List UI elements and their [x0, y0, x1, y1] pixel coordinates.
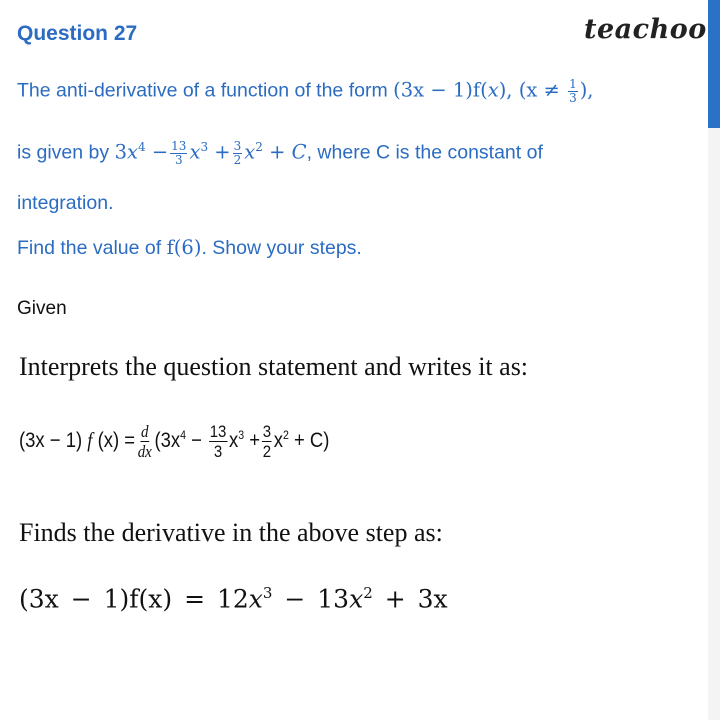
s1-open: (3x	[154, 429, 181, 453]
step2-equation	[19, 584, 448, 613]
s1-f3-num: 3	[262, 422, 272, 441]
q2-frac2-den: 2	[233, 153, 242, 167]
q4-post: . Show your steps.	[201, 237, 362, 259]
question-line-2	[17, 140, 543, 167]
scrollbar-thumb[interactable]	[708, 0, 720, 128]
q4-expr: f(6)	[166, 236, 202, 259]
question-line-1	[17, 78, 594, 105]
step2-heading: Finds the derivative in the above step as:	[19, 518, 443, 547]
s2-x2: x	[349, 584, 364, 614]
q4-pre: Find the value of	[17, 237, 167, 259]
given-label: Given	[17, 298, 67, 319]
q2-plus: +	[208, 140, 231, 164]
step1-heading: Interprets the question statement and writes it as:	[19, 352, 529, 381]
s2-exp2: 2	[363, 584, 373, 602]
q2-minus: −	[145, 140, 169, 164]
s1-exp2: 2	[282, 428, 289, 443]
s1-plus1: +	[244, 429, 261, 453]
s1-exp4: 4	[180, 428, 187, 443]
q2-term1-var: x	[126, 140, 138, 164]
q1-pre: The anti-derivative of a function of the form	[17, 79, 394, 102]
q1-expr: (3x − 1)f(	[393, 78, 488, 102]
s2-tail: + 3x	[372, 584, 448, 614]
s1-exp3: 3	[238, 428, 245, 443]
s1-d-num: d	[141, 422, 149, 441]
s1-f13-den: 3	[213, 442, 223, 461]
q2-frac1	[170, 140, 187, 167]
s1-f3-den: 2	[262, 442, 272, 461]
q2-term3-exp: 2	[255, 140, 263, 155]
q2-frac2	[233, 140, 243, 167]
s1-close: + C)	[288, 429, 330, 453]
s1-fx: (x) =	[92, 429, 136, 453]
q2-c: C	[291, 140, 307, 164]
question-line-4	[17, 236, 362, 260]
s2-lhs: (3x − 1)f(x) = 12	[19, 584, 249, 614]
s1-frac13	[209, 422, 227, 461]
q2-term3-var: x	[244, 140, 256, 164]
step1-equation	[19, 422, 329, 461]
q2-term2-exp: 3	[200, 140, 209, 155]
s1-f13-num: 13	[209, 422, 227, 441]
s1-x2: x	[273, 429, 283, 453]
question-label: Question 27	[17, 22, 138, 45]
s2-x1: x	[248, 584, 263, 614]
q2-frac2-num: 3	[233, 139, 242, 153]
s1-minus: −	[186, 429, 208, 453]
s1-derivative	[137, 422, 153, 461]
brand-logo: teachoo	[584, 14, 707, 45]
q2-term1-exp: 4	[137, 140, 146, 155]
q2-plus-c: +	[262, 140, 292, 164]
q2-post: , where C is the constant of	[306, 141, 543, 164]
s1-x1: x	[229, 429, 239, 453]
q1-fraction	[568, 78, 578, 105]
q2-term2-var: x	[189, 140, 201, 164]
q2-frac1-den: 3	[174, 153, 183, 167]
s1-d-den: dx	[137, 442, 152, 461]
q2-pre: is given by	[17, 141, 115, 164]
q2-term1: 3	[114, 140, 127, 164]
s2-exp3: 3	[262, 584, 273, 602]
q1-x: x	[487, 78, 499, 102]
s2-minus: − 13	[272, 584, 350, 614]
q1-post: ),	[579, 78, 594, 102]
q1-frac-num: 1	[569, 77, 577, 91]
s1-f: f	[87, 428, 93, 453]
s1-frac32	[262, 422, 272, 461]
question-line-3: integration.	[17, 192, 114, 214]
q1-frac-den: 3	[569, 91, 577, 105]
q2-frac1-num: 13	[171, 139, 187, 153]
q1-mid: ), (x ≠	[498, 78, 567, 102]
s1-lhs: (3x − 1)	[19, 429, 88, 453]
